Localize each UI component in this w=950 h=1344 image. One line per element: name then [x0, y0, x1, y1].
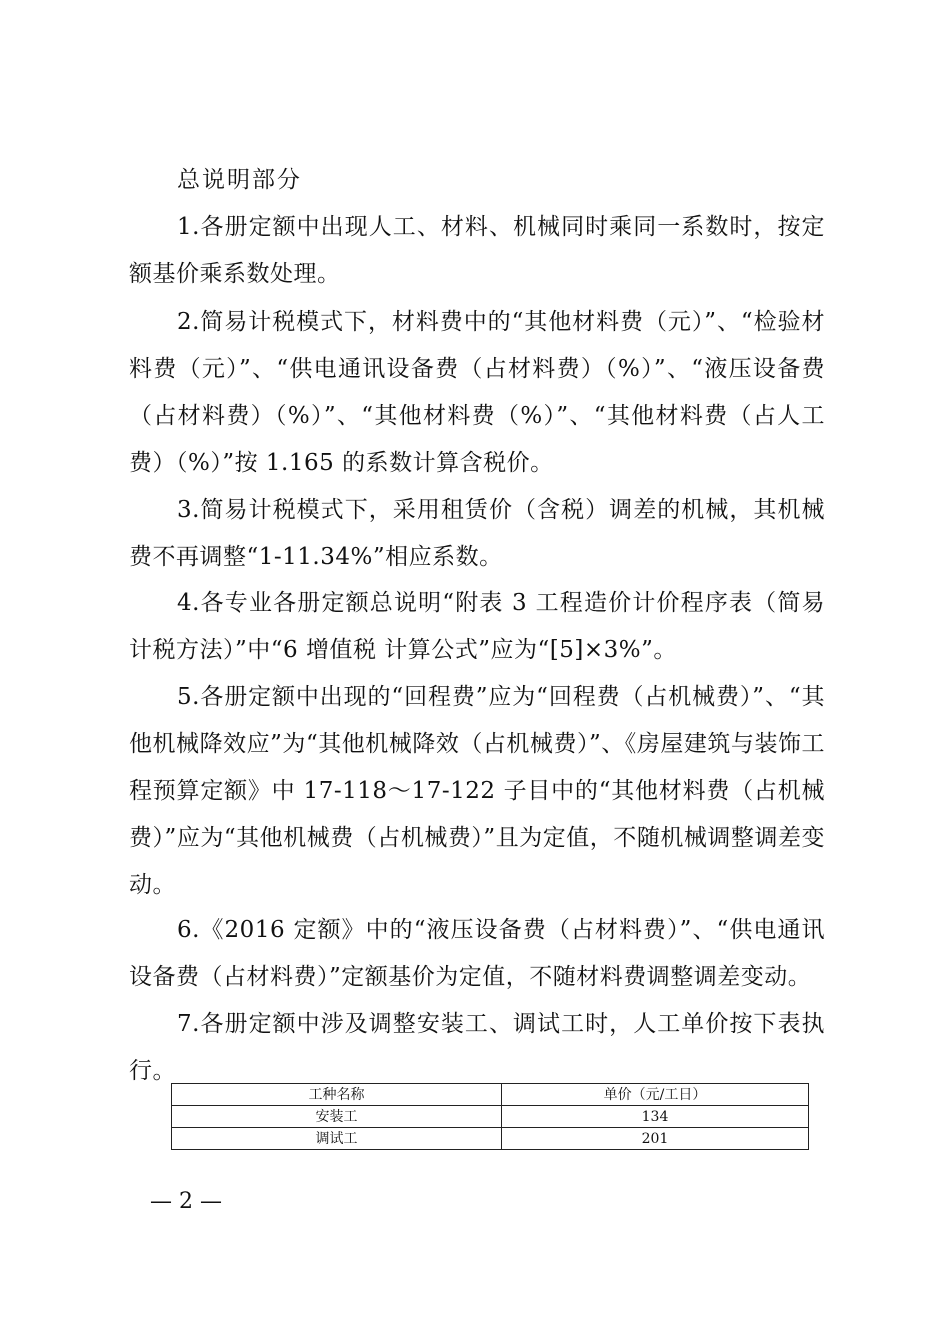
- column-header-unit-price: 单价（元/工日）: [502, 1084, 809, 1106]
- table-header-row: [172, 1084, 809, 1106]
- section-heading: 总说明部分: [177, 167, 302, 193]
- table-cell-unit-price: 201: [502, 1128, 809, 1150]
- paragraph-2: 2.简易计税模式下，材料费中的“其他材料费（元）”、“检验材料费（元）”、“供电通讯设备费（占材料费）（%）”、“液压设备费（占材料费）（%）”、“其他材料费（%）”、“其他材料费（占人工费）（%）”按 1.165 的系数计算含税价。: [129, 309, 825, 476]
- table-cell-unit-price: 134: [502, 1106, 809, 1128]
- paragraph-5: 5.各册定额中出现的“回程费”应为“回程费（占机械费）”、“其他机械降效应”为“其他机械降效（占机械费）”、《房屋建筑与装饰工程预算定额》中 17-118～17-122 子目中的“其他材料费（占机械费）”应为“其他机械费（占机械费）”且为定值，不随机械调整调差变动。: [129, 684, 825, 898]
- column-header-trade: 工种名称: [172, 1084, 502, 1106]
- paragraph-7: 7.各册定额中涉及调整安装工、调试工时，人工单价按下表执行。: [129, 1011, 825, 1084]
- page-number: — 2 —: [150, 1189, 222, 1214]
- labor-rate-table: [171, 1083, 809, 1150]
- paragraph-1: 1.各册定额中出现人工、材料、机械同时乘同一系数时，按定额基价乘系数处理。: [129, 214, 825, 287]
- paragraph-3: 3.简易计税模式下，采用租赁价（含税）调差的机械，其机械费不再调整“1-11.34%”相应系数。: [129, 497, 825, 570]
- table-cell-trade: 安装工: [172, 1106, 502, 1128]
- table-row: [172, 1128, 809, 1150]
- table-cell-trade: 调试工: [172, 1128, 502, 1150]
- paragraph-6: 6.《2016 定额》中的“液压设备费（占材料费）”、“供电通讯设备费（占材料费）”定额基价为定值，不随材料费调整调差变动。: [129, 917, 825, 990]
- table-row: [172, 1106, 809, 1128]
- paragraph-4: 4.各专业各册定额总说明“附表 3 工程造价计价程序表（简易计税方法）”中“6 增值税 计算公式”应为“[5]×3%”。: [129, 590, 825, 663]
